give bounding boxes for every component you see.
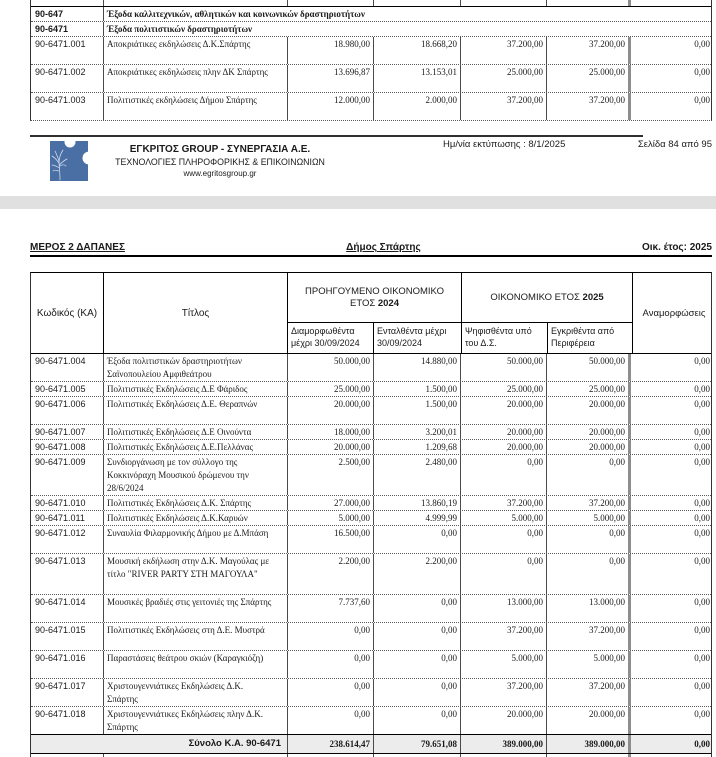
amount-cell: 0,00 [694, 625, 710, 635]
page-separator [0, 196, 716, 209]
amount-cell: 1.500,00 [374, 397, 461, 424]
header-cur-year [462, 273, 632, 322]
amount-cell: 0,00 [288, 679, 374, 706]
title-cell: Πολιτιστικές Εκδηλώσεις Δ.Ε. Θεραπνών [104, 397, 288, 424]
header-prev-year [288, 273, 461, 322]
table-row [31, 594, 711, 622]
code-cell: 90-6471.013 [31, 554, 104, 594]
amount-cell: 20.000,00 [461, 707, 547, 734]
prev-year-text: ΠΡΟΗΓΟΥΜΕΝΟ ΟΙΚΟΝΟΜΙΚΟ ΕΤΟΣ [305, 285, 444, 309]
amount-cell: 13.860,19 [374, 496, 461, 510]
group-row [31, 21, 711, 36]
amount-cell: 20.000,00 [547, 397, 631, 424]
amount-cell: 0,00 [694, 709, 710, 719]
amount-cell: 0,00 [374, 595, 461, 622]
code-cell: 90-6471.014 [31, 595, 104, 622]
table-row [31, 510, 711, 525]
amount-cell: 3.200,01 [374, 425, 461, 439]
code-cell: 90-6471.018 [31, 707, 104, 734]
amount-cell: 50.000,00 [288, 354, 374, 381]
title-cell: Έξοδα πολιτιστικών δραστηριοτήτων Σαϊνοπουλείου Αμφιθεάτρου [104, 354, 288, 381]
total-amount: 389.000,00 [547, 735, 631, 753]
amount-cell: 13.696,87 [288, 65, 374, 92]
table-row [31, 36, 711, 64]
code-cell: 90-6471.005 [31, 382, 104, 396]
amount-cell: 50.000,00 [547, 354, 631, 381]
amount-cell: 1.500,00 [374, 382, 461, 396]
header-prev-year-group [288, 273, 462, 353]
title-cell: Παραστάσεις θεάτρου σκιών (Καραγκιόζη) [104, 651, 288, 678]
code-cell: 90-6471.016 [31, 651, 104, 678]
title-cell: Αποκριάτικες εκδηλώσεις πλην ΔΚ Σπάρτης [104, 65, 288, 92]
table-row [31, 525, 711, 553]
amount-cell: 27.000,00 [288, 496, 374, 510]
amount-cell: 2.480,00 [374, 455, 461, 495]
amount-cell: 12.000,00 [288, 93, 374, 120]
amount-cell: 5.000,00 [547, 511, 631, 525]
amount-cell: 37.200,00 [461, 623, 547, 650]
municipality-label: Δήμος Σπάρτης [346, 242, 421, 253]
group-code: 90-647 [31, 7, 104, 21]
company-logo [50, 141, 88, 181]
empty-cell [374, 0, 461, 6]
amount-cell: 20.000,00 [547, 425, 631, 439]
table-row [31, 706, 711, 734]
table-row [31, 381, 711, 396]
budget-table-page2 [30, 272, 712, 757]
cut-row [31, 0, 711, 6]
code-cell: 90-6471.010 [31, 496, 104, 510]
total-row [31, 734, 711, 754]
amount-cell: 13.000,00 [461, 595, 547, 622]
table-row [31, 622, 711, 650]
empty-cell [631, 0, 713, 6]
page-number: Σελίδα 84 από 95 [637, 139, 712, 150]
amount-cell: 0,00 [694, 597, 710, 607]
amount-cell: 16.500,00 [288, 526, 374, 553]
table-row [31, 678, 711, 706]
header-entalthenta: Ενταλθέντα μέχρι 30/09/2024 [377, 326, 447, 349]
code-cell: 90-6471.011 [31, 511, 104, 525]
amount-cell: 0,00 [461, 554, 547, 594]
empty-cell [288, 0, 374, 6]
amount-cell: 1.209,68 [374, 440, 461, 454]
amount-cell: 13.153,01 [374, 65, 461, 92]
amount-cell: 20.000,00 [547, 440, 631, 454]
amount-cell: 5.000,00 [288, 511, 374, 525]
amount-cell: 0,00 [694, 442, 710, 452]
header-cur-subcolumns [462, 322, 632, 353]
code-cell: 90-6471.006 [31, 397, 104, 424]
header-prev-subcolumns [288, 322, 461, 353]
amount-cell: 0,00 [694, 556, 710, 566]
amount-cell: 0,00 [694, 513, 710, 523]
amount-cell: 0,00 [547, 526, 631, 553]
amount-cell: 18.668,20 [374, 37, 461, 64]
table-row [31, 495, 711, 510]
table-row [31, 92, 711, 120]
amount-cell: 0,00 [694, 498, 710, 508]
total-amount: 238.614,47 [288, 735, 374, 753]
code-cell: 90-6471.003 [31, 93, 104, 120]
table-row [31, 553, 711, 594]
amount-cell: 4.999,99 [374, 511, 461, 525]
amount-cell: 37.200,00 [547, 93, 631, 120]
company-name: ΕΓΚΡΙΤΟΣ GROUP - ΣΥΝΕΡΓΑΣΙΑ Α.Ε. [129, 144, 311, 155]
amount-cell: 2.000,00 [374, 93, 461, 120]
amount-cell: 37.200,00 [461, 37, 547, 64]
page2-header [30, 242, 712, 257]
amount-cell: 0,00 [694, 457, 710, 467]
table-header [31, 273, 711, 354]
table-row [31, 64, 711, 92]
amount-cell: 20.000,00 [288, 397, 374, 424]
amount-cell: 0,00 [694, 399, 710, 409]
amount-cell: 0,00 [461, 526, 547, 553]
amount-cell: 50.000,00 [461, 354, 547, 381]
amount-cell: 0,00 [547, 554, 631, 594]
title-cell: Συνδιοργάνωση με τον σύλλογο της Κοκκινόραχη Μουσικού δρώμενου την 28/6/2024 [104, 455, 288, 495]
amount-cell: 0,00 [694, 356, 710, 366]
amount-cell: 0,00 [694, 39, 710, 49]
empty-cell [547, 0, 631, 6]
code-cell: 90-6471.012 [31, 526, 104, 553]
table-row [31, 439, 711, 454]
amount-cell: 18.980,00 [288, 37, 374, 64]
amount-cell: 25.000,00 [547, 65, 631, 92]
company-block [105, 144, 335, 179]
amount-cell: 25.000,00 [461, 382, 547, 396]
header-cur-year-group [462, 273, 633, 353]
empty-cell [31, 0, 104, 6]
amount-cell: 0,00 [694, 427, 710, 437]
header-egkrithenta: Εγκριθέντα από Περιφέρεια [551, 326, 615, 349]
amount-cell: 0,00 [374, 707, 461, 734]
amount-cell: 37.200,00 [461, 93, 547, 120]
code-cell: 90-6471.002 [31, 65, 104, 92]
amount-cell: 0,00 [374, 651, 461, 678]
cur-year-text: ΟΙΚΟΝΟΜΙΚΟ ΕΤΟΣ [490, 291, 580, 303]
header-title: Τίτλος [104, 273, 288, 353]
amount-cell: 5.000,00 [547, 651, 631, 678]
company-website: www.egritosgroup.gr [183, 169, 257, 178]
title-cell: Πολιτιστικές Εκδηλώσεις Δ.Κ. Σπάρτης [104, 496, 288, 510]
amount-cell: 0,00 [694, 681, 710, 691]
amount-cell: 25.000,00 [288, 382, 374, 396]
fiscal-year-label: Οικ. έτος: 2025 [641, 242, 712, 253]
code-cell: 90-6471.017 [31, 679, 104, 706]
code-cell: 90-6471.001 [31, 37, 104, 64]
title-cell: Χριστουγεννιάτικες Εκδηλώσεις Δ.Κ. Σπάρτης [104, 679, 288, 706]
code-cell: 90-6471.008 [31, 440, 104, 454]
amount-cell: 5.000,00 [461, 511, 547, 525]
amount-cell: 0,00 [547, 455, 631, 495]
total-label: Σύνολο Κ.Α. 90-6471 [31, 735, 288, 753]
amount-cell: 0,00 [694, 95, 710, 105]
table-row [31, 454, 711, 495]
total-amount: 389.000,00 [461, 735, 547, 753]
amount-cell: 0,00 [374, 526, 461, 553]
header-anamorfoseis: Αναμορφώσεις [642, 307, 706, 319]
amount-cell: 2.500,00 [288, 455, 374, 495]
company-subtitle: ΤΕΧΝΟΛΟΓΙΕΣ ΠΛΗΡΟΦΟΡΙΚΗΣ & ΕΠΙΚΟΙΝΩΝΙΩΝ [115, 157, 325, 167]
amount-cell: 2.200,00 [288, 554, 374, 594]
title-cell: Μουσικές βραδιές στις γειτονιές της Σπάρτης [104, 595, 288, 622]
amount-cell: 18.000,00 [288, 425, 374, 439]
amount-cell: 5.000,00 [461, 651, 547, 678]
amount-cell: 0,00 [694, 653, 710, 663]
amount-cell: 0,00 [288, 651, 374, 678]
amount-cell: 25.000,00 [461, 65, 547, 92]
group-code: 90-6471 [31, 22, 104, 36]
title-cell: Πολιτιστικές Εκδηλώσεις Δ.Ε Φάριδος [104, 382, 288, 396]
table-row [31, 424, 711, 439]
amount-cell: 20.000,00 [461, 397, 547, 424]
title-cell: Πολιτιστικές Εκδηλώσεις στη Δ.Ε. Μυστρά [104, 623, 288, 650]
title-cell: Συναυλία Φιλαρμονικής Δήμου με Δ.Μπάση [104, 526, 288, 553]
group-row [31, 6, 711, 21]
footer-rule [30, 135, 643, 137]
amount-cell: 2.200,00 [374, 554, 461, 594]
title-cell: Μουσική εκδήλωση στην Δ.Κ. Μαγούλας με τίτλο "RIVER PARTY ΣΤΗ ΜΑΓΟΥΛΑ" [104, 554, 288, 594]
group-title: Έξοδα πολιτιστικών δραστηριοτήτων [107, 24, 253, 34]
amount-cell: 20.000,00 [547, 707, 631, 734]
amount-cell: 20.000,00 [288, 440, 374, 454]
amount-cell: 0,00 [374, 623, 461, 650]
title-cell: Χριστουγεννιάτικες Εκδηλώσεις πλην Δ.Κ. Σπάρτης [104, 707, 288, 734]
title-cell: Πολιτιστικές Εκδηλώσεις Δ.Κ.Καρυών [104, 511, 288, 525]
title-cell: Πολιτιστικές εκδηλώσεις Δήμου Σπάρτης [104, 93, 288, 120]
title-cell: Πολιτιστικές Εκδηλώσεις Δ.Ε Οινούντα [104, 425, 288, 439]
amount-cell: 37.200,00 [547, 37, 631, 64]
amount-cell: 25.000,00 [547, 382, 631, 396]
code-cell: 90-6471.007 [31, 425, 104, 439]
amount-cell: 37.200,00 [547, 623, 631, 650]
tree-logo-icon [50, 141, 88, 181]
code-cell: 90-6471.015 [31, 623, 104, 650]
amount-cell: 37.200,00 [547, 496, 631, 510]
amount-cell: 14.880,00 [374, 354, 461, 381]
report-part-label: ΜΕΡΟΣ 2 ΔΑΠΑΝΕΣ [30, 242, 125, 253]
amount-cell: 7.737,60 [288, 595, 374, 622]
amount-cell: 0,00 [288, 623, 374, 650]
header-diamorfothenta: Διαμορφωθέντα μέχρι 30/09/2024 [288, 323, 374, 353]
header-code: Κωδικός (ΚΑ) [31, 273, 104, 353]
table-row [31, 396, 711, 424]
title-cell: Αποκριάτικες εκδηλώσεις Δ.Κ.Σπάρτης [104, 37, 288, 64]
total-amount: 79.651,08 [374, 735, 461, 753]
amount-cell: 13.000,00 [547, 595, 631, 622]
prev-year-number: 2024 [377, 297, 399, 309]
amount-cell: 20.000,00 [461, 425, 547, 439]
table-row [31, 650, 711, 678]
amount-cell: 37.200,00 [547, 679, 631, 706]
amount-cell: 37.200,00 [461, 679, 547, 706]
title-cell: Πολιτιστικές Εκδηλώσεις Δ.Ε.Πελλάνας [104, 440, 288, 454]
empty-cell [104, 0, 288, 6]
amount-cell: 0,00 [374, 679, 461, 706]
amount-cell: 0,00 [461, 455, 547, 495]
amount-cell: 0,00 [694, 384, 710, 394]
empty-cell [461, 0, 547, 6]
amount-cell: 20.000,00 [461, 440, 547, 454]
print-date: Ημ/νία εκτύπωσης : 8/1/2025 [443, 139, 566, 150]
amount-cell: 0,00 [694, 528, 710, 538]
table-row [31, 354, 711, 381]
total-amount: 0,00 [694, 739, 710, 749]
header-psifisthenta: Ψηφισθέντα υπό του Δ.Σ. [462, 323, 548, 353]
amount-cell: 37.200,00 [461, 496, 547, 510]
code-cell: 90-6471.009 [31, 455, 104, 495]
group-title: Έξοδα καλλιτεχνικών, αθλητικών και κοινωνικών δραστηριοτήτων [107, 9, 365, 19]
cur-year-number: 2025 [582, 291, 604, 303]
amount-cell: 0,00 [694, 67, 710, 77]
code-cell: 90-6471.004 [31, 354, 104, 381]
budget-table-page1 [30, 0, 712, 121]
amount-cell: 0,00 [288, 707, 374, 734]
